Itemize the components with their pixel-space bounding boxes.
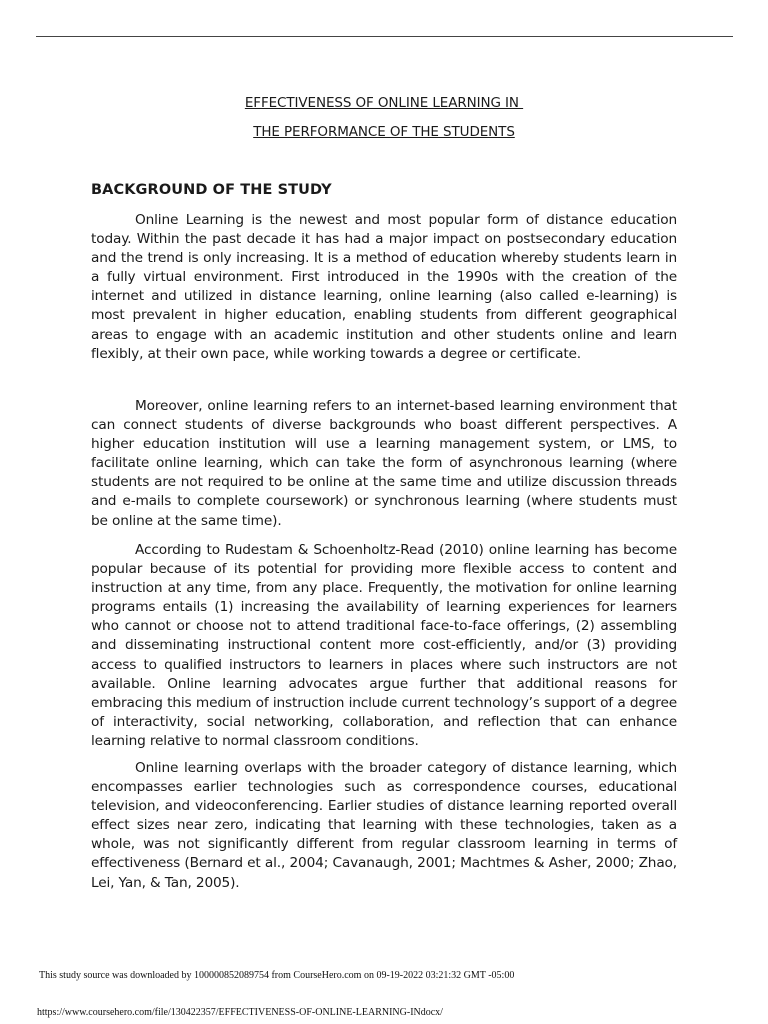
source-url[interactable]: https://www.coursehero.com/file/130422357/EFFECTIVENESS-OF-ONLINE-LEARNING-INdocx/: [37, 1007, 443, 1018]
body-paragraph-1: Online Learning is the newest and most popular form of distance education today. Within the past decade it has had a major impact on postsecondary education and the trend is only increasing. It is a method of education whereby students learn in a fully virtual environment. First introduced in the 1990s with the creation of the internet and utilized in distance learning, online learning (also called e-learning) is most prevalent in higher education, enabling students from different geographical areas to engage with an academic institution and other students online and learn flexibly, at their own pace, while working towards a degree or certificate.: [91, 212, 677, 362]
body-paragraph-3: According to Rudestam & Schoenholtz-Read (2010) online learning has become popular because of its potential for providing more flexible access to content and instruction at any time, from any place. Frequently, the motivation for online learning programs entails (1) increasing the availability of learning experiences for learners who cannot or choose not to attend traditional face-to-face offerings, (2) assembling and disseminating instructional content more cost-efficiently, and/or (3) providing access to qualified instructors to learners in places where such instructors are not available. Online learning advocates argue further that additional reasons for embracing this medium of instruction include current technology’s support of a degree of interactivity, social networking, collaboration, and reflection that can enhance learning relative to normal classroom conditions.: [91, 542, 677, 749]
top-divider: [36, 36, 733, 37]
body-paragraph-2: Moreover, online learning refers to an internet-based learning environment that can connect students of diverse backgrounds who boast different perspectives. A higher education institution will use a learning management system, or LMS, to facilitate online learning, which can take the form of asynchronous learning (where students are not required to be online at the same time and utilize discussion threads and e-mails to complete coursework) or synchronous learning (where students must be online at the same time).: [91, 398, 677, 529]
section-heading: BACKGROUND OF THE STUDY: [91, 182, 332, 198]
document-title-line-2: THE PERFORMANCE OF THE STUDENTS: [253, 124, 515, 140]
download-source-note: This study source was downloaded by 100000852089754 from CourseHero.com on 09-19-2022 03:21:32 GMT -05:00: [39, 970, 515, 981]
body-paragraph-4: Online learning overlaps with the broader category of distance learning, which encompasses earlier technologies such as correspondence courses, educational television, and videoconferencing. Earlier studies of distance learning reported overall effect sizes near zero, indicating that learning with these technologies, taken as a whole, was not significantly different from regular classroom learning in terms of effectiveness (Bernard et al., 2004; Cavanaugh, 2001; Machtmes & Asher, 2000; Zhao, Lei, Yan, & Tan, 2005).: [91, 760, 677, 891]
document-title-line-1: EFFECTIVENESS OF ONLINE LEARNING IN: [244, 95, 524, 111]
